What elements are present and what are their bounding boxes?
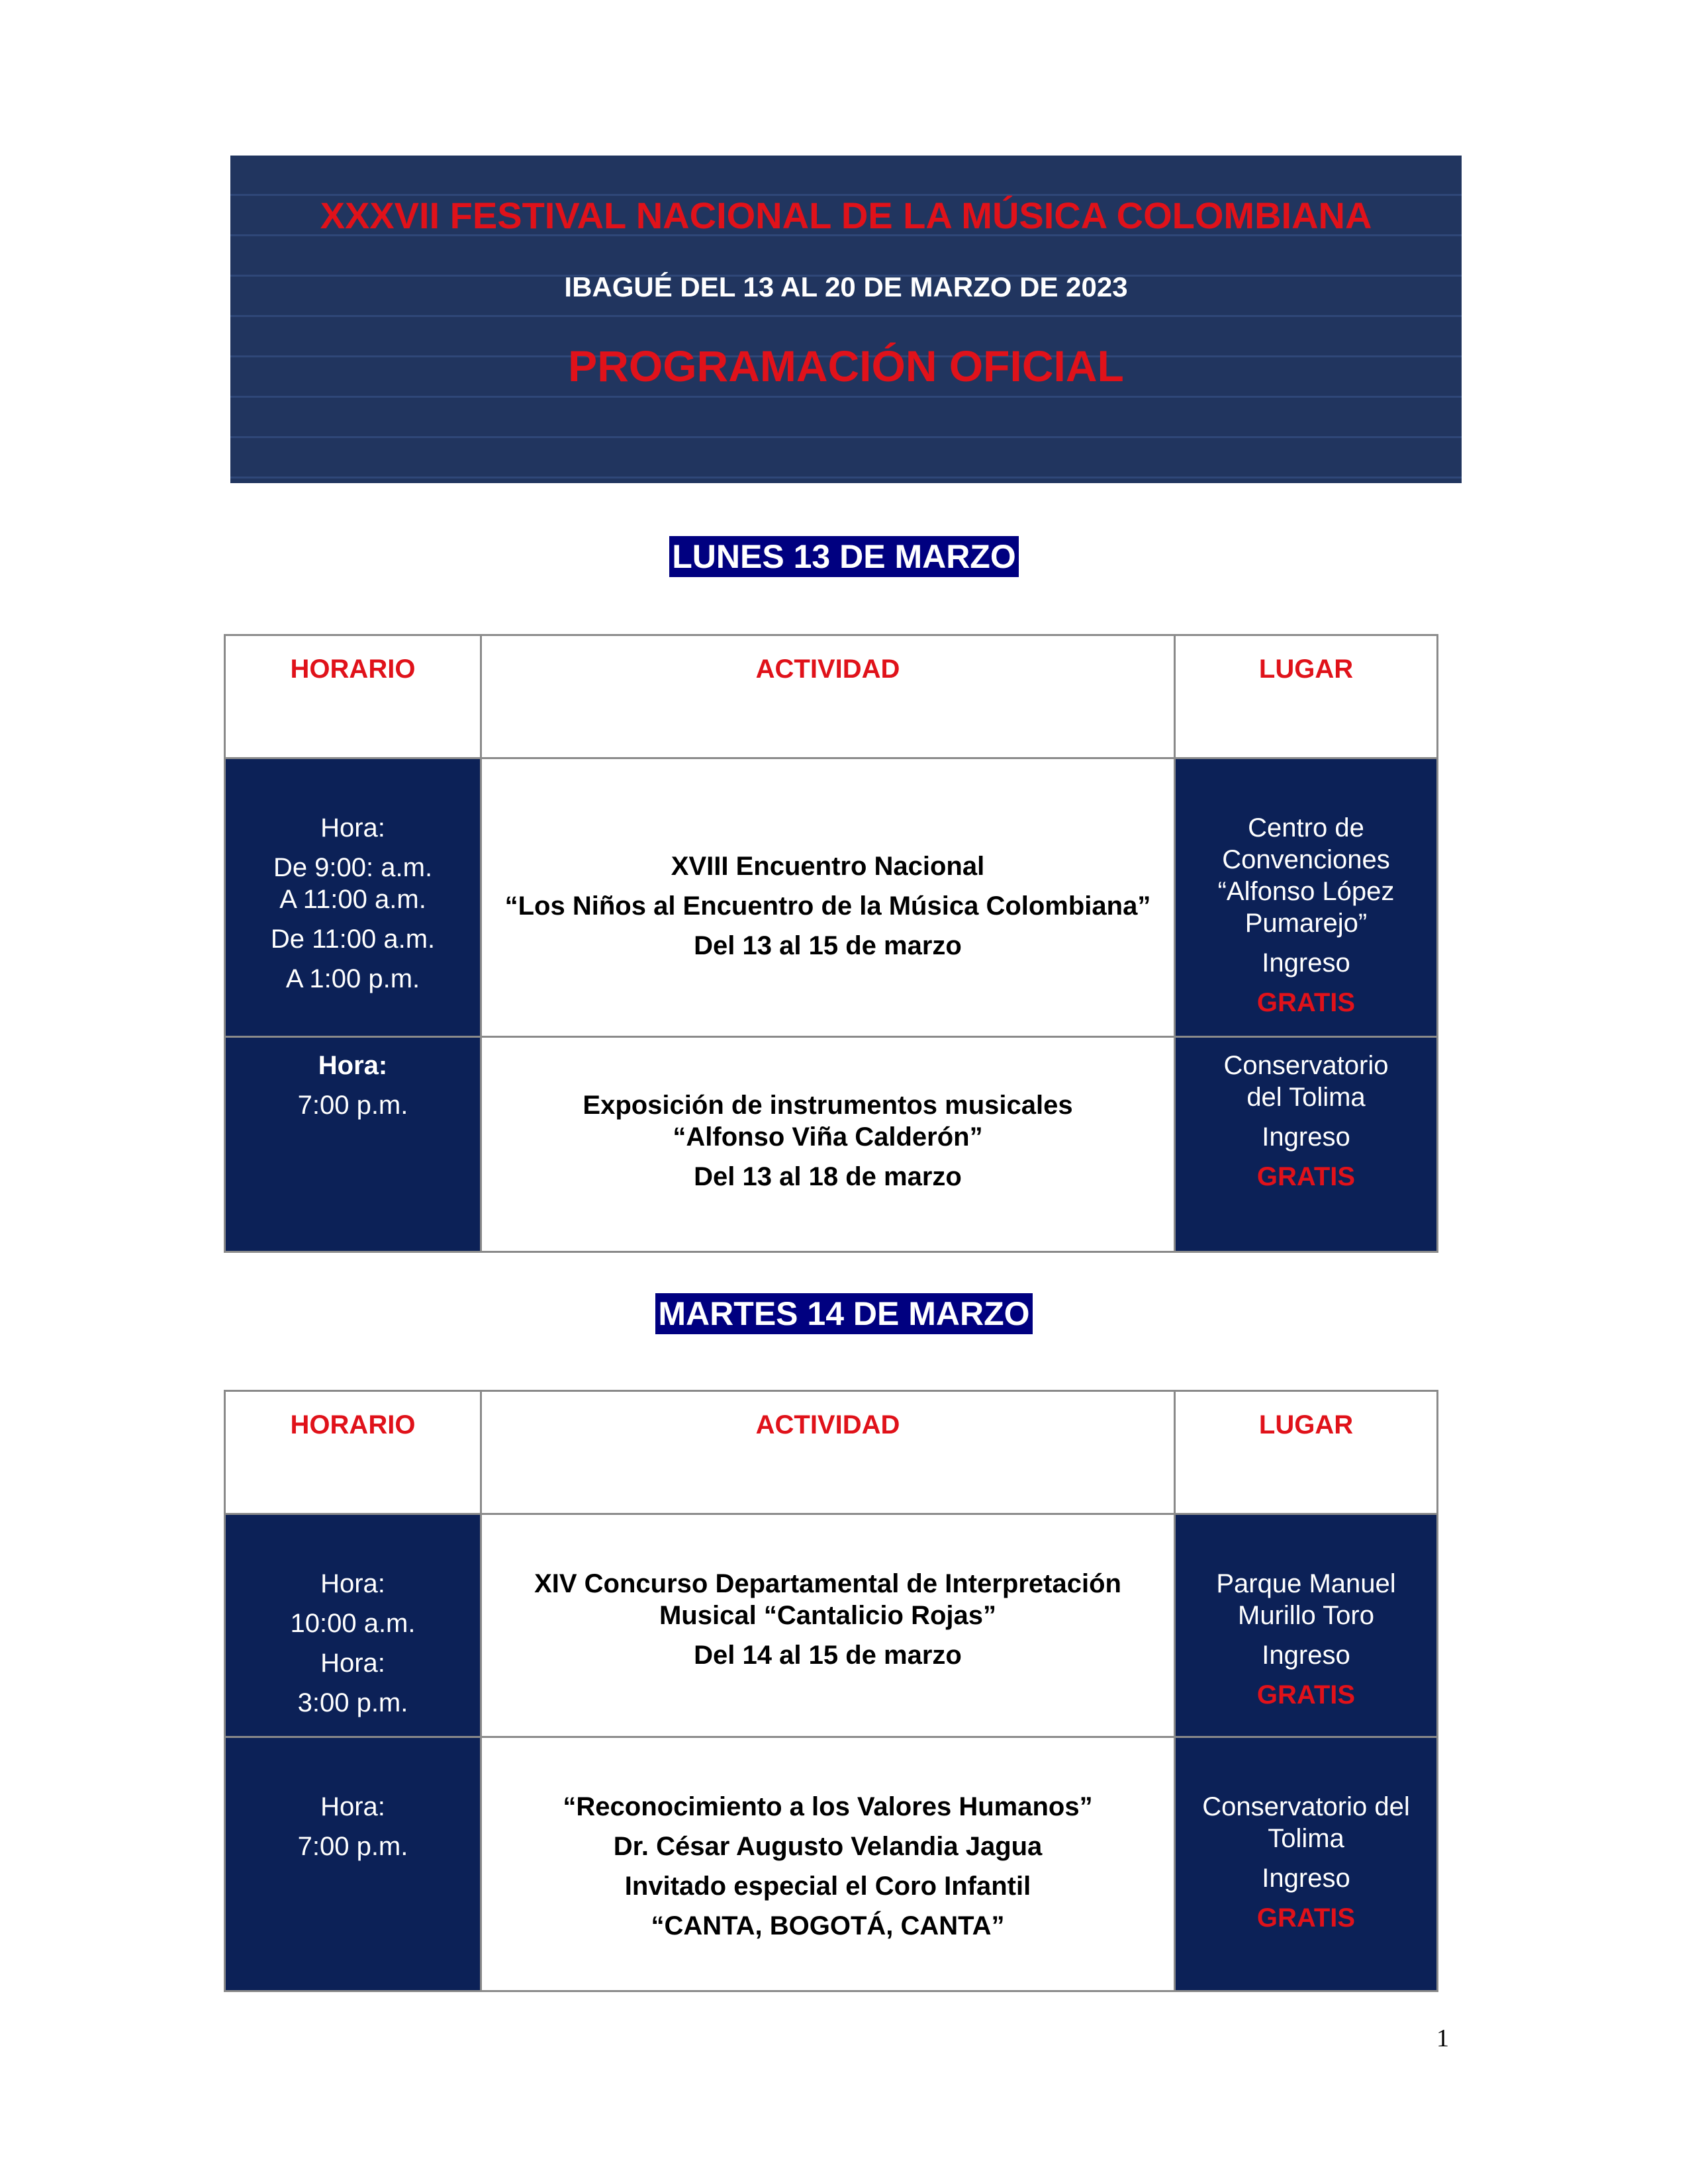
schedule-table-lunes [224, 634, 1438, 1253]
schedule-cell-actividad: “Reconocimiento a los Valores Humanos” Dr. César Augusto Velandia Jagua Invitado especial el Coro Infantil “CANTA, BOGOTÁ, CANTA” [481, 1737, 1175, 1991]
column-header-horario: HORARIO [225, 1391, 481, 1514]
column-header-lugar: LUGAR [1175, 635, 1438, 758]
festival-title: XXXVII FESTIVAL NACIONAL DE LA MÚSICA COLOMBIANA [320, 195, 1372, 236]
schedule-cell-horario: Hora: 7:00 p.m. [225, 1037, 481, 1252]
festival-header-banner [230, 156, 1462, 483]
schedule-cell-horario: Hora: 10:00 a.m. Hora: 3:00 p.m. [225, 1514, 481, 1737]
program-heading: PROGRAMACIÓN OFICIAL [568, 341, 1124, 390]
schedule-cell-horario: Hora: De 9:00: a.m. A 11:00 a.m. De 11:00 a.m. A 1:00 p.m. [225, 758, 481, 1037]
table-row [225, 1737, 1438, 1991]
page-number: 1 [1436, 2025, 1449, 2052]
schedule-cell-horario: Hora: 7:00 p.m. [225, 1737, 481, 1991]
column-header-actividad: ACTIVIDAD [481, 635, 1175, 758]
table-row [225, 758, 1438, 1037]
table-row [225, 1037, 1438, 1252]
free-entry-label: GRATIS [1256, 1903, 1356, 1933]
column-header-horario: HORARIO [225, 635, 481, 758]
free-entry-label: GRATIS [1256, 1162, 1356, 1191]
festival-dates: IBAGUÉ DEL 13 AL 20 DE MARZO DE 2023 [564, 271, 1128, 302]
free-entry-label: GRATIS [1256, 988, 1356, 1017]
day-heading-lunes [0, 536, 1688, 577]
table-row [225, 1514, 1438, 1737]
column-header-lugar: LUGAR [1175, 1391, 1438, 1514]
schedule-cell-actividad: Exposición de instrumentos musicales “Alfonso Viña Calderón” Del 13 al 18 de marzo [481, 1037, 1175, 1252]
schedule-cell-actividad: XVIII Encuentro Nacional “Los Niños al Encuentro de la Música Colombiana” Del 13 al 15 de marzo [481, 758, 1175, 1037]
schedule-cell-lugar: Centro de Convenciones “Alfonso López Pumarejo” Ingreso GRATIS [1175, 758, 1438, 1037]
table-header-row [225, 635, 1438, 758]
schedule-table-martes [224, 1390, 1438, 1992]
day-title: LUNES 13 DE MARZO [669, 536, 1019, 577]
schedule-cell-lugar: Parque Manuel Murillo Toro Ingreso GRATIS [1175, 1514, 1438, 1737]
free-entry-label: GRATIS [1256, 1680, 1356, 1709]
schedule-cell-actividad: XIV Concurso Departamental de Interpretación Musical “Cantalicio Rojas” Del 14 al 15 de marzo [481, 1514, 1175, 1737]
table-header-row [225, 1391, 1438, 1514]
column-header-actividad: ACTIVIDAD [481, 1391, 1175, 1514]
schedule-cell-lugar: Conservatorio del Tolima Ingreso GRATIS [1175, 1037, 1438, 1252]
day-heading-martes [0, 1293, 1688, 1334]
schedule-cell-lugar: Conservatorio del Tolima Ingreso GRATIS [1175, 1737, 1438, 1991]
day-title: MARTES 14 DE MARZO [655, 1293, 1032, 1334]
